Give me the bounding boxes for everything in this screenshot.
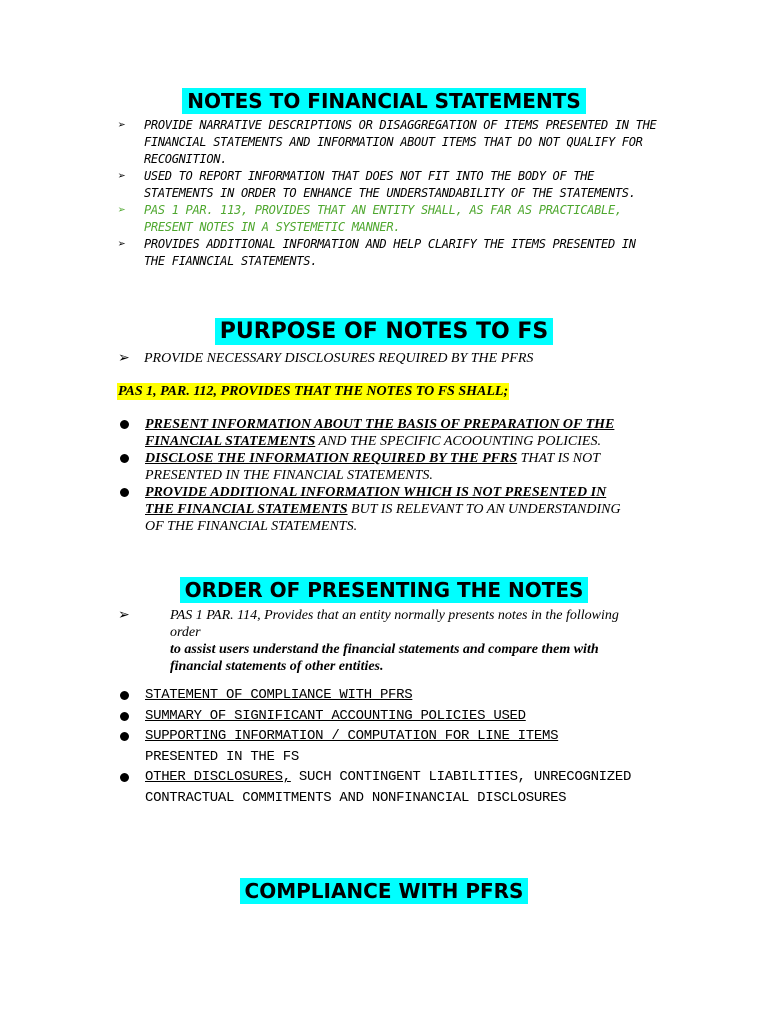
heading-purpose bbox=[0, 319, 768, 344]
purpose-provide-text: ➢ PROVIDE NECESSARY DISCLOSURES REQUIRED BY THE PFRS bbox=[144, 351, 534, 366]
purpose-item-emph: PROVIDE ADDITIONAL INFORMATION WHICH IS NOT PRESENTED IN THE FINANCIAL STATEMENTS bbox=[145, 485, 607, 517]
purpose-item-emph: PRESENT INFORMATION ABOUT THE BASIS OF PREPARATION OF THE FINANCIAL STATEMENTS bbox=[145, 417, 615, 449]
purpose-item-rest: THAT IS NOT PRESENTED IN THE FINANCIAL STATEMENTS. bbox=[145, 451, 600, 483]
notes-item: ➢ PROVIDES ADDITIONAL INFORMATION AND HELP CLARIFY THE ITEMS PRESENTED IN THE FIANNCIAL STATEMENTS. bbox=[118, 236, 658, 270]
order-item bbox=[118, 706, 638, 727]
order-item-rest: PRESENTED IN THE FS bbox=[145, 748, 299, 765]
notes-item-pas113: ➢ PAS 1 PAR. 113, PROVIDES THAT AN ENTITY SHALL, AS FAR AS PRACTICABLE, PRESENT NOTES IN A SYSTEMETIC MANNER. bbox=[118, 202, 658, 236]
purpose-provide bbox=[118, 350, 638, 367]
pas112-highlight: PAS 1, PAR. 112, PROVIDES THAT THE NOTES TO FS SHALL; bbox=[118, 384, 509, 399]
purpose-item bbox=[118, 484, 638, 535]
order-item-label: STATEMENT OF COMPLIANCE WITH PFRS bbox=[145, 687, 413, 703]
order-item bbox=[118, 767, 638, 808]
purpose-item bbox=[118, 450, 638, 484]
heading-order-text: ORDER OF PRESENTING THE NOTES bbox=[180, 577, 589, 603]
order-intro bbox=[118, 607, 648, 675]
notes-list bbox=[118, 117, 658, 270]
order-intro-plain: ➢ PAS 1 PAR. 114, Provides that an entity normally presents notes in the following order bbox=[170, 608, 619, 640]
notes-item: ➢ PROVIDE NARRATIVE DESCRIPTIONS OR DISAGGREGATION OF ITEMS PRESENTED IN THE FINANCIAL STATEMENTS AND INFORMATION ABOUT ITEMS THAT DO NOT QUALIFY FOR RECOGNITION. bbox=[118, 117, 658, 168]
order-item-rest: SUCH CONTINGENT LIABILITIES, UNRECOGNIZED CONTRACTUAL COMMITMENTS AND NONFINANCIAL DISCLOSURES bbox=[145, 769, 632, 806]
order-list bbox=[118, 685, 638, 808]
order-item-label: OTHER DISCLOSURES, bbox=[145, 769, 291, 785]
purpose-item-emph: DISCLOSE THE INFORMATION REQUIRED BY THE PFRS bbox=[145, 451, 518, 466]
heading-compliance-text: COMPLIANCE WITH PFRS bbox=[240, 878, 529, 904]
order-item-label: SUMMARY OF SIGNIFICANT ACCOUNTING POLICIES USED bbox=[145, 707, 526, 724]
order-item bbox=[118, 726, 638, 767]
heading-purpose-text: PURPOSE OF NOTES TO FS bbox=[215, 318, 554, 345]
purpose-item-rest: BUT IS RELEVANT TO AN UNDERSTANDING OF THE FINANCIAL STATEMENTS. bbox=[145, 502, 621, 534]
order-intro-text bbox=[118, 607, 648, 675]
purpose-list bbox=[118, 416, 638, 535]
order-item-label: SUPPORTING INFORMATION / COMPUTATION FOR LINE ITEMS bbox=[145, 728, 559, 744]
heading-notes-to-fs bbox=[0, 89, 768, 113]
heading-order bbox=[0, 578, 768, 602]
heading-compliance bbox=[0, 879, 768, 903]
notes-item: ➢ USED TO REPORT INFORMATION THAT DOES NOT FIT INTO THE BODY OF THE STATEMENTS IN ORDER TO ENHANCE THE UNDERSTANDABILITY OF THE STATEMENTS. bbox=[118, 168, 658, 202]
heading-notes-text: NOTES TO FINANCIAL STATEMENTS bbox=[182, 88, 585, 114]
purpose-item-rest: AND THE SPECIFIC ACOOUNTING POLICIES. bbox=[315, 434, 601, 449]
order-intro-bold: to assist users understand the financial statements and compare them with financial statements of other entities. bbox=[170, 642, 599, 674]
order-item bbox=[118, 685, 638, 706]
purpose-item bbox=[118, 416, 638, 450]
